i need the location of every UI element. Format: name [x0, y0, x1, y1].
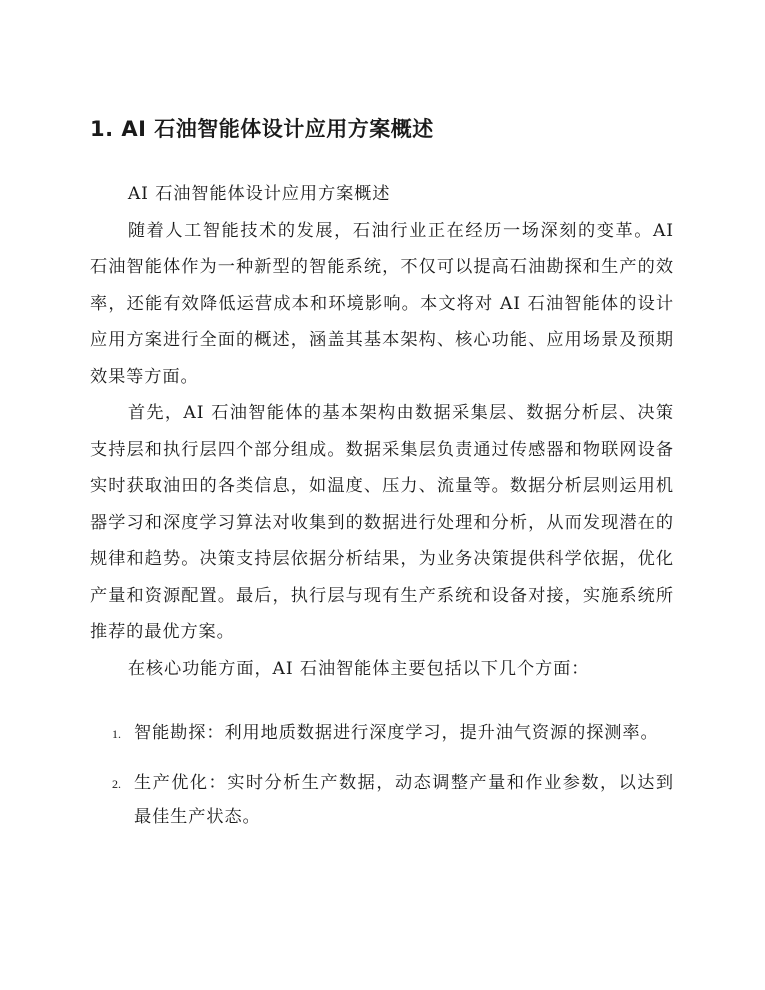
paragraph-subtitle: AI 石油智能体设计应用方案概述: [127, 184, 391, 204]
paragraph-architecture: 首先，AI 石油智能体的基本架构由数据采集层、数据分析层、决策支持层和执行层四个部分组成。数据采集层负责通过传感器和物联网设备实时获取油田的各类信息，如温度、压力、流量等。数据分析层则运用机器学习和深度学习算法对收集到的数据进行处理和分析，从而发现潜在的规律和趋势。决策支持层依据分析结果，为业务决策提供科学依据，优化产量和资源配置。最后，执行层与现有生产系统和设备对接，实施系统所推荐的最优方案。: [90, 403, 674, 642]
list-item: [90, 766, 674, 834]
numbered-list: [90, 716, 674, 850]
list-item: [90, 716, 674, 750]
list-item-number: 1.: [112, 727, 121, 741]
body-text: [90, 176, 674, 687]
list-item-text: 生产优化：实时分析生产数据，动态调整产量和作业参数，以达到最佳生产状态。: [134, 773, 674, 827]
paragraph-core-functions: 在核心功能方面，AI 石油智能体主要包括以下几个方面：: [127, 658, 590, 679]
section-heading: 1. AI 石油智能体设计应用方案概述: [90, 117, 434, 141]
list-item-number: 2.: [112, 777, 121, 791]
list-item-text: 智能勘探：利用地质数据进行深度学习，提升油气资源的探测率。: [134, 723, 659, 743]
paragraph-intro: 随着人工智能技术的发展，石油行业正在经历一场深刻的变革。AI 石油智能体作为一种新型的智能系统，不仅可以提高石油勘探和生产的效率，还能有效降低运营成本和环境影响。本文将对 AI 石油智能体的设计应用方案进行全面的概述，涵盖其基本架构、核心功能、应用场景及预期效果等方面。: [90, 220, 674, 387]
